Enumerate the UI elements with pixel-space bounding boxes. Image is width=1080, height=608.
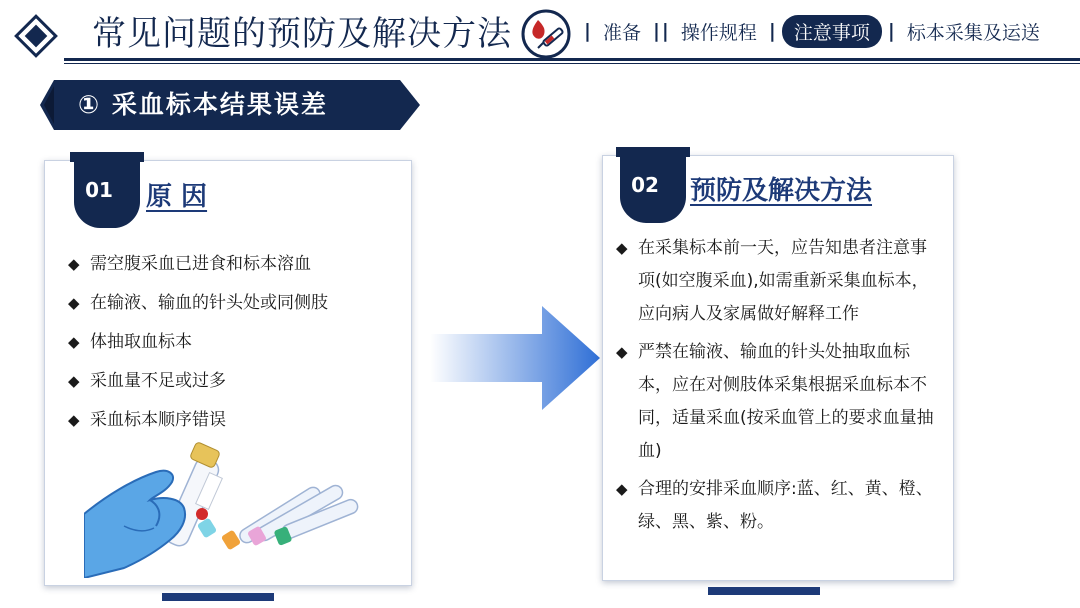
diamond-bullet-icon: ◆ — [68, 333, 80, 351]
header-divider — [64, 58, 1080, 61]
list-item-text: 合理的安排采血顺序:蓝、红、黄、橙、绿、黑、紫、粉。 — [638, 479, 933, 532]
card-bottom-bar — [708, 587, 820, 595]
arrow-right-icon — [430, 306, 600, 410]
list-item-text: 采血标本顺序错误 — [90, 410, 226, 430]
logo-diamond-icon — [14, 14, 58, 58]
header-divider-thin — [64, 63, 1080, 64]
list-item — [66, 284, 406, 323]
solution-list — [614, 232, 940, 544]
diamond-bullet-icon: ◆ — [616, 239, 628, 257]
section-title: ① 采血标本结果误差 — [78, 90, 328, 119]
list-item — [66, 401, 406, 440]
list-item — [66, 323, 406, 362]
tab-prepare[interactable]: 准备 — [602, 21, 641, 44]
diamond-bullet-icon: ◆ — [68, 294, 80, 312]
diamond-bullet-icon: ◆ — [616, 480, 628, 498]
top-nav — [578, 14, 1046, 48]
list-item-text: 严禁在输液、输血的针头处抽取血标本，应在对侧肢体采集根据采血标本不同，适量采血(按采血管上的要求血量抽血) — [638, 342, 934, 461]
list-item-text: 需空腹采血已进食和标本溶血 — [90, 254, 311, 274]
nav-separator: | — [768, 20, 776, 42]
list-item-text: 采血量不足或过多 — [90, 371, 226, 391]
diamond-bullet-icon: ◆ — [68, 411, 80, 429]
page-title: 常见问题的预防及解决方法 — [92, 14, 512, 54]
diamond-bullet-icon: ◆ — [616, 343, 628, 361]
nav-separator: | — [887, 20, 895, 42]
card-heading-solution: 预防及解决方法 — [690, 176, 873, 206]
list-item — [66, 245, 406, 284]
tab-precautions[interactable]: 注意事项 — [782, 15, 882, 48]
tab-specimen-collection[interactable]: 标本采集及运送 — [906, 21, 1040, 44]
card-bottom-bar — [162, 593, 274, 601]
blood-sample-icon — [520, 8, 572, 60]
list-item — [614, 473, 940, 539]
list-item-text: 在采集标本前一天，应告知患者注意事项(如空腹采血),如需重新采集血标本，应向病人及家属做好解释工作 — [638, 238, 929, 324]
list-item-text: 体抽取血标本 — [90, 332, 192, 352]
tab-procedures[interactable]: 操作规程 — [680, 21, 757, 44]
list-item — [614, 336, 940, 468]
list-item — [614, 232, 940, 331]
card-heading-cause: 原 因 — [146, 182, 208, 212]
list-item-text: 在输液、输血的针头处或同侧肢 — [90, 293, 328, 313]
diamond-bullet-icon: ◆ — [68, 255, 80, 273]
hand-holding-blood-tube-icon — [84, 436, 364, 578]
nav-separator: | — [652, 20, 660, 42]
diamond-bullet-icon: ◆ — [68, 372, 80, 390]
badge-number: 01 — [85, 178, 113, 202]
list-item — [66, 362, 406, 401]
nav-separator: | — [661, 20, 669, 42]
nav-separator: | — [584, 20, 591, 42]
badge-number: 02 — [631, 173, 659, 197]
cause-list — [66, 245, 406, 440]
